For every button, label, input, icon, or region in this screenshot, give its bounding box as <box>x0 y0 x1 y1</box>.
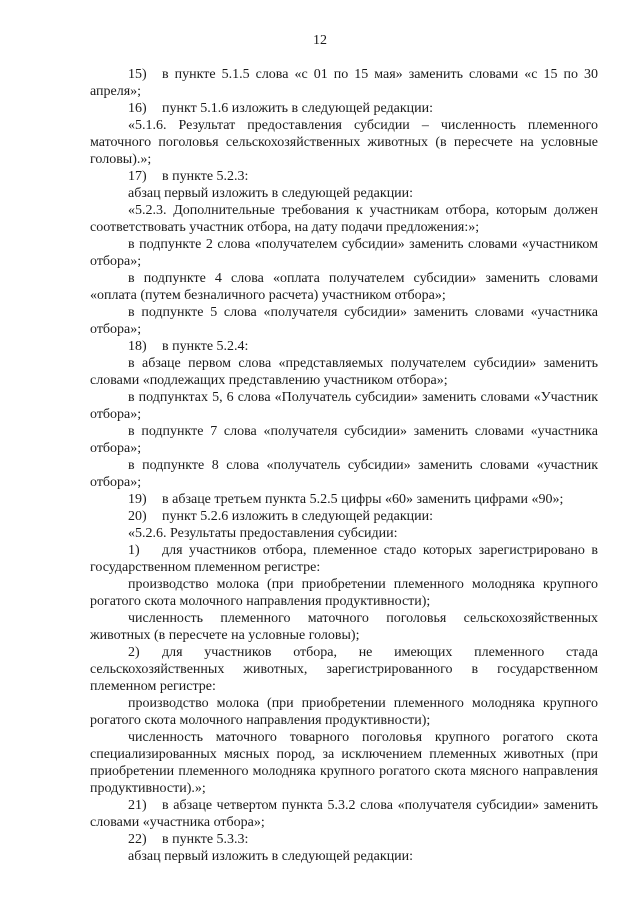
paragraph-text: в подпункте 4 слова «оплата получателем субсидии» заменить словами «оплата (путем безналичного расчета) участником отбора»; <box>90 271 598 303</box>
paragraph-text: в подпунктах 5, 6 слова «Получатель субсидии» заменить словами «Участник отбора»; <box>90 390 598 422</box>
paragraph <box>90 576 598 610</box>
paragraph-text: в абзаце первом слова «представляемых получателем субсидии» заменить словами «подлежащих представлению участником отбора»; <box>90 356 598 388</box>
item-number: 21) <box>128 798 147 813</box>
paragraph-text: численность племенного маточного поголовья сельскохозяйственных животных (в пересчете на условные головы); <box>90 611 598 643</box>
item-number: 2) <box>128 645 140 660</box>
paragraph <box>90 66 598 100</box>
item-number: 17) <box>128 169 147 184</box>
paragraph <box>90 508 598 525</box>
paragraph <box>90 848 598 865</box>
page-number: 12 <box>313 33 327 48</box>
document-body <box>90 66 598 865</box>
paragraph-text: абзац первый изложить в следующей редакции: <box>128 186 414 201</box>
paragraph-text: «5.2.6. Результаты предоставления субсидии: <box>128 526 398 541</box>
paragraph <box>90 423 598 457</box>
paragraph <box>90 100 598 117</box>
paragraph-text: пункт 5.1.6 изложить в следующей редакции: <box>162 101 433 116</box>
paragraph <box>90 797 598 831</box>
paragraph-text: производство молока (при приобретении племенного молодняка крупного рогатого скота молочного направления продуктивности); <box>90 577 598 609</box>
paragraph <box>90 644 598 695</box>
paragraph-text: для участников отбора, не имеющих племенного стада сельскохозяйственных животных, зарегистрированного в государственном племенном регистре: <box>90 645 598 694</box>
paragraph-text: для участников отбора, племенное стадо которых зарегистрировано в государственном племенном регистре: <box>90 543 598 575</box>
paragraph <box>90 831 598 848</box>
item-number: 20) <box>128 509 147 524</box>
paragraph-text: в подпункте 5 слова «получателя субсидии» заменить словами «участника отбора»; <box>90 305 598 337</box>
item-number: 15) <box>128 67 147 82</box>
paragraph <box>90 695 598 729</box>
paragraph-text: в пункте 5.3.3: <box>162 832 249 847</box>
paragraph <box>90 236 598 270</box>
paragraph-text: абзац первый изложить в следующей редакции: <box>128 849 414 864</box>
paragraph <box>90 542 598 576</box>
paragraph-text: в пункте 5.2.3: <box>162 169 249 184</box>
paragraph <box>90 610 598 644</box>
paragraph <box>90 389 598 423</box>
paragraph-text: в подпункте 2 слова «получателем субсидии» заменить словами «участником отбора»; <box>90 237 598 269</box>
paragraph <box>90 117 598 168</box>
paragraph-text: пункт 5.2.6 изложить в следующей редакции: <box>162 509 433 524</box>
paragraph-text: в пункте 5.1.5 слова «с 01 по 15 мая» заменить словами «с 15 по 30 апреля»; <box>90 67 598 99</box>
paragraph-text: в пункте 5.2.4: <box>162 339 249 354</box>
item-number: 16) <box>128 101 147 116</box>
paragraph-text: в абзаце четвертом пункта 5.3.2 слова «получателя субсидии» заменить словами «участника отбора»; <box>90 798 598 830</box>
paragraph <box>90 338 598 355</box>
paragraph-text: в подпункте 8 слова «получатель субсидии» заменить словами «участник отбора»; <box>90 458 598 490</box>
paragraph <box>90 491 598 508</box>
item-number: 19) <box>128 492 147 507</box>
item-number: 1) <box>128 543 140 558</box>
paragraph-text: «5.1.6. Результат предоставления субсидии – численность племенного маточного поголовья сельскохозяйственных животных (в пересчете на условные головы).»; <box>90 118 598 167</box>
item-number: 18) <box>128 339 147 354</box>
paragraph <box>90 525 598 542</box>
item-number: 22) <box>128 832 147 847</box>
paragraph <box>90 168 598 185</box>
paragraph <box>90 304 598 338</box>
paragraph <box>90 270 598 304</box>
paragraph-text: численность маточного товарного поголовья крупного рогатого скота специализированных мясных пород, за исключением племенных животных (при приобретении племенного молодняка крупного рогатого скота мясного направления продуктивности).»; <box>90 730 598 796</box>
paragraph <box>90 355 598 389</box>
paragraph-text: в абзаце третьем пункта 5.2.5 цифры «60» заменить цифрами «90»; <box>162 492 564 507</box>
paragraph <box>90 457 598 491</box>
paragraph <box>90 185 598 202</box>
paragraph-text: «5.2.3. Дополнительные требования к участникам отбора, которым должен соответствовать участник отбора, на дату подачи предложения:»; <box>90 203 598 235</box>
paragraph <box>90 729 598 797</box>
paragraph <box>90 202 598 236</box>
paragraph-text: в подпункте 7 слова «получателя субсидии» заменить словами «участника отбора»; <box>90 424 598 456</box>
paragraph-text: производство молока (при приобретении племенного молодняка крупного рогатого скота молочного направления продуктивности); <box>90 696 598 728</box>
